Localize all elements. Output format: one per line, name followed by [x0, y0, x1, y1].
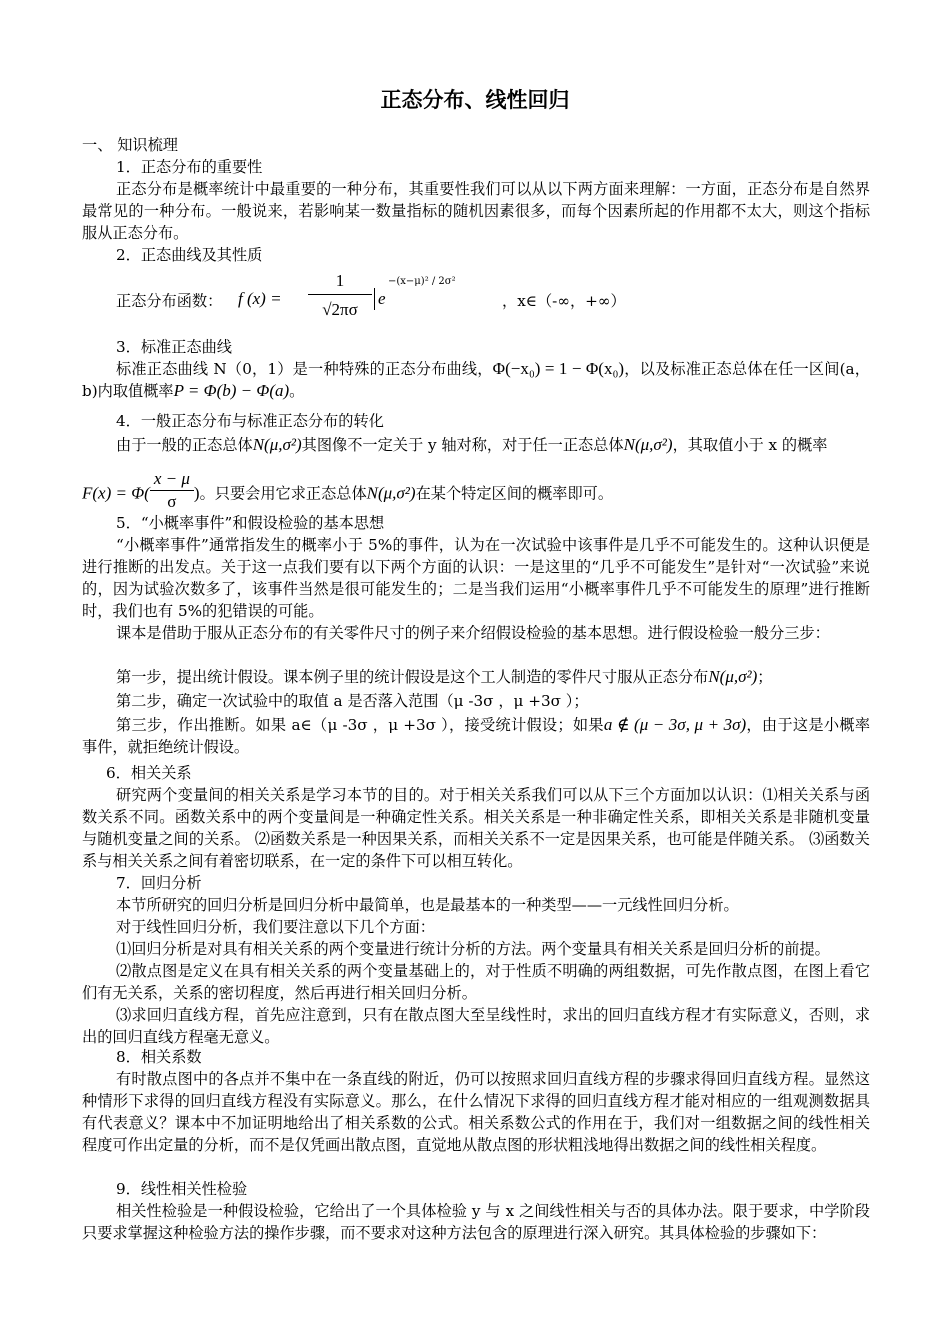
- p4-text-a: 由于一般的正态总体: [116, 436, 253, 454]
- step3-text-a: 第三步，作出推断。如果 a∈（μ -3σ ，μ +3σ ），接受统计假设；如果: [116, 716, 604, 734]
- p3-text-a: 标准正态曲线 N（0，1）是一种特殊的正态分布曲线，: [116, 360, 493, 378]
- paragraph-3: [82, 358, 870, 402]
- density-formula: [82, 268, 870, 332]
- subheading-7: 7．回归分析: [116, 874, 202, 892]
- subheading-1: 1．正态分布的重要性: [116, 158, 263, 176]
- paragraph-11: ⑵散点图是定义在具有相关关系的两个变量基础上的，对于性质不明确的两组数据，可先作散点图，在图上看它们有无关系，关系的密切程度，然后再进行相关回归分析。: [82, 962, 870, 1002]
- subheading-8: 8．相关系数: [116, 1048, 202, 1066]
- density-label: 正态分布函数：: [116, 292, 223, 310]
- step1-normal: N(μ,σ²): [708, 667, 758, 686]
- paragraph-4-cont: [82, 469, 870, 517]
- p4-text-e: 在某个特定区间的概率即可。: [415, 484, 613, 503]
- density-fraction: [308, 268, 372, 325]
- p4-normal-1: N(μ,σ²): [252, 435, 302, 454]
- step3-formula: a ∉ (μ − 3σ, μ + 3σ): [603, 715, 747, 734]
- paragraph-4: [82, 434, 870, 456]
- paragraph-13: 有时散点图中的各点并不集中在一条直线的附近，仍可以按照求回归直线方程的步骤求得回归直线方程。显然这种情形下求得的回归直线方程没有实际意义。那么，在什么情况下求得的回归直线方程才能对相应的一组观测数据具有代表意义？课本中不加证明地给出了相关系数的公式。相关系数公式的作用在于，我们对一组数据之间的线性相关程度可作出定量的分析，而不是仅凭画出散点图，直觉地从散点图的形状粗浅地得出数据之间的线性相关程度。: [82, 1070, 870, 1154]
- p4-fraction: [150, 468, 194, 513]
- p3-text-c: 。: [289, 382, 305, 400]
- p4-text-b: 其图像不一定关于 y 轴对称，对于任一正态总体: [301, 436, 624, 454]
- page-title: 正态分布、线性回归: [380, 88, 570, 112]
- step3-text-b: ，由于这是小概率事件，就拒绝统计假设。: [82, 716, 871, 756]
- density-exp-base: e: [374, 288, 386, 310]
- step1-text-a: 第一步，提出统计假设。课本例子里的统计假设是这个工人制造的零件尺寸服从正态分布: [116, 668, 709, 686]
- p3-text-b: ，以及标准正态总体在任一区间(a，b)内取值概率: [82, 360, 870, 400]
- step-1: [82, 666, 870, 688]
- step-3: [82, 714, 870, 758]
- section-heading: 一、 知识梳理: [82, 136, 178, 154]
- subheading-9: 9．线性相关性检验: [116, 1180, 248, 1198]
- density-lhs: f (x) =: [238, 289, 282, 308]
- paragraph-6: 课本是借助于服从正态分布的有关零件尺寸的例子来介绍假设检验的基本思想。进行假设检验一般分三步：: [116, 624, 830, 642]
- density-denominator: √2πσ: [322, 300, 358, 319]
- subheading-5: 5．“小概率事件”和假设检验的基本思想: [116, 514, 385, 532]
- paragraph-1: 正态分布是概率统计中最重要的一种分布，其重要性我们可以从以下两方面来理解：一方面，正态分布是自然界最常见的一种分布。一般说来，若影响某一数量指标的随机因素很多，而每个因素所起的作用都不太大，则这个指标服从正态分布。: [82, 180, 870, 242]
- p4-frac-den: σ: [167, 492, 177, 511]
- paragraph-9: 对于线性回归分析，我们要注意以下几个方面：: [116, 918, 435, 936]
- subheading-4: 4．一般正态分布与标准正态分布的转化: [116, 412, 384, 430]
- p4-normal-3: N(μ,σ²): [366, 483, 416, 503]
- subheading-3: 3．标准正态曲线: [116, 338, 232, 356]
- p4-close: ): [193, 483, 200, 503]
- paragraph-14: 相关性检验是一种假设检验，它给出了一个具体检验 y 与 x 之间线性相关与否的具体办法。限于要求，中学阶段只要求掌握这种检验方法的操作步骤，而不要求对这种方法包含的原理进行深入研究。其具体检验的步骤如下：: [82, 1202, 870, 1242]
- step1-text-b: ；: [757, 668, 773, 686]
- paragraph-5: “小概率事件”通常指发生的概率小于 5%的事件，认为在一次试验中该事件是几乎不可能发生的。这种认识便是进行推断的出发点。关于这一点我们要有以下两个方面的认识：一是这里的“几乎不可能发生”是针对“一次试验”来说的，因为试验次数多了，该事件当然是很可能发生的；二是当我们运用“小概率事件几乎不可能发生的原理”进行推断时，我们也有 5%的犯错误的可能。: [82, 536, 870, 620]
- paragraph-12: ⑶求回归直线方程，首先应注意到，只有在散点图大至呈线性时，求出的回归直线方程才有实际意义，否则，求出的回归直线方程毫无意义。: [82, 1006, 870, 1046]
- p4-normal-2: N(μ,σ²): [623, 435, 673, 454]
- paragraph-8: 本节所研究的回归分析是回归分析中最简单，也是最基本的一种类型——一元线性回归分析。: [116, 896, 739, 914]
- subheading-2: 2．正态曲线及其性质: [116, 246, 263, 264]
- step-2: 第二步，确定一次试验中的取值 a 是否落入范围（μ -3σ ，μ +3σ ）；: [116, 692, 589, 710]
- p4-cdf: F(x) = Φ(: [82, 483, 150, 503]
- subheading-6: 6．相关关系: [106, 764, 192, 782]
- p4-text-c: ，其取值小于 x 的概率: [672, 436, 828, 454]
- p3-formula-phi: Φ(−x₀) = 1 − Φ(x₀): [492, 359, 625, 378]
- p3-formula-p: P = Φ(b) − Φ(a): [173, 381, 290, 400]
- paragraph-10: ⑴回归分析是对具有相关关系的两个变量进行统计分析的方法。两个变量具有相关关系是回归分析的前提。: [116, 940, 830, 958]
- density-domain: ，x∈（-∞，+∞）: [502, 292, 626, 310]
- p4-frac-num: x − μ: [150, 468, 194, 491]
- density-exp-power: −(x−μ)² / 2σ²: [388, 276, 456, 287]
- p4-text-d: 。只要会用它求正态总体: [199, 484, 367, 503]
- density-numerator: 1: [308, 268, 372, 295]
- paragraph-7: 研究两个变量间的相关关系是学习本节的目的。对于相关关系我们可以从下三个方面加以认识：⑴相关关系与函数关系不同。函数关系中的两个变量间是一种确定性关系。相关关系是一种非确定性关系，即相关关系是非随机变量与随机变量之间的关系。 ⑵函数关系是一种因果关系，而相关关系不一定是因果关系，也可能是伴随关系。 ⑶函数关系与相关关系之间有着密切联系，在一定的条件下可以相互转化。: [82, 786, 870, 870]
